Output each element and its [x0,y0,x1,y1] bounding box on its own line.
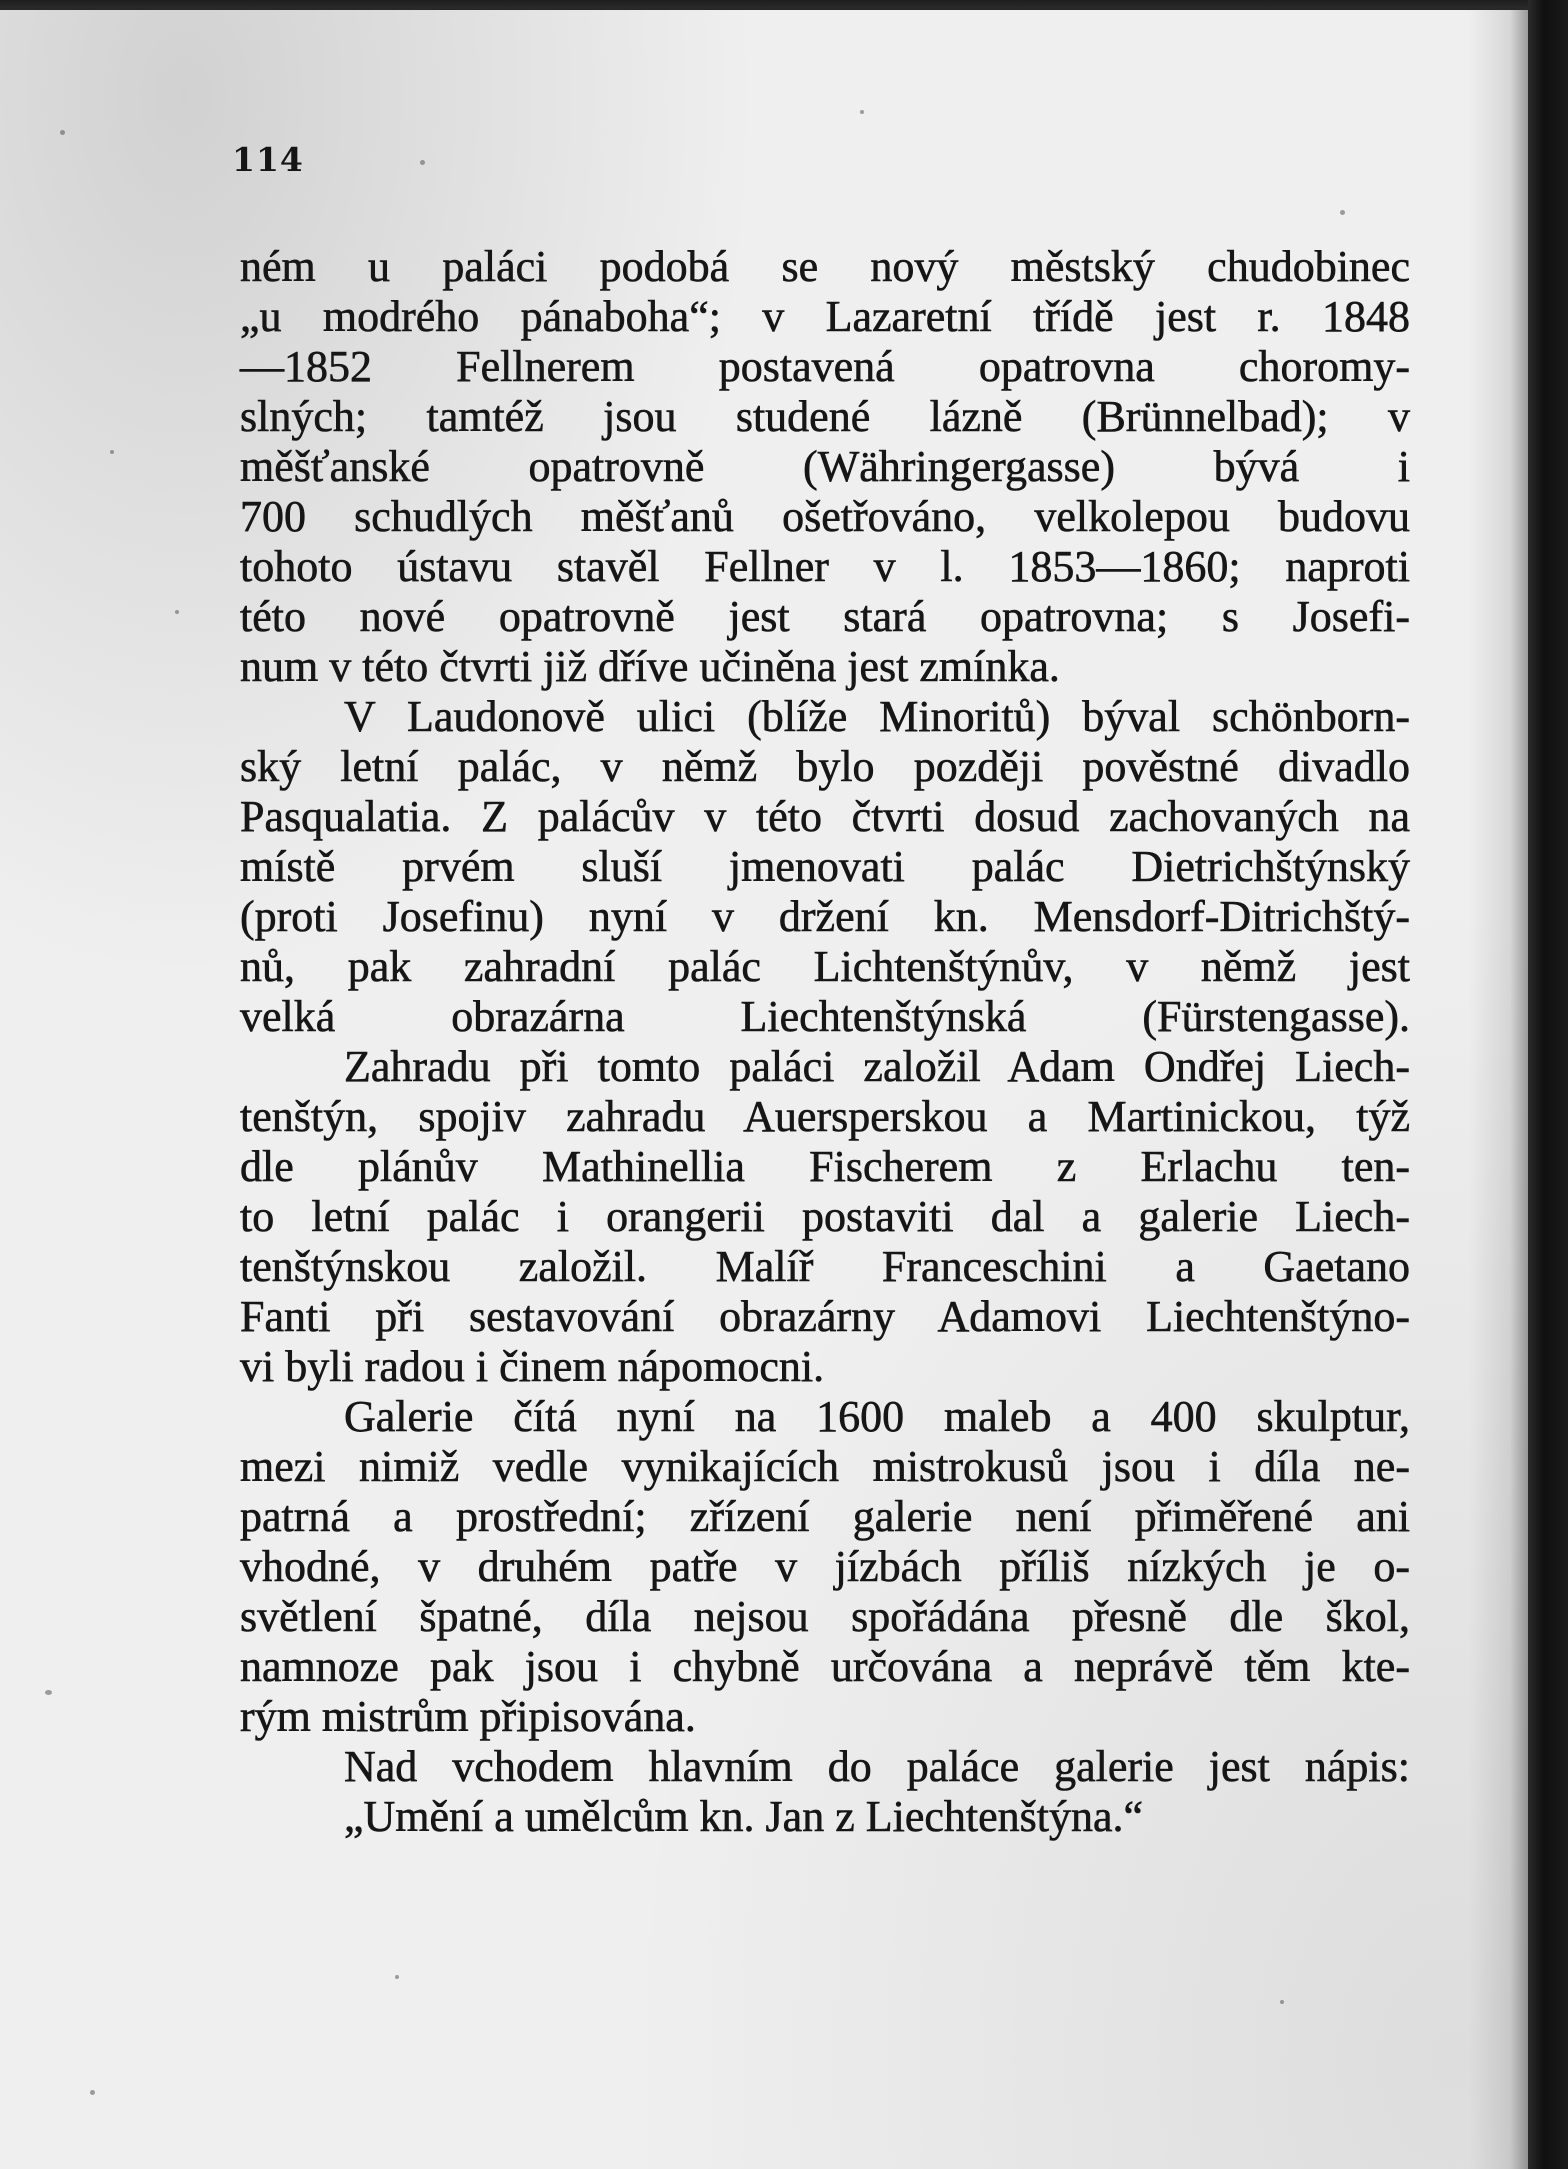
book-binding-edge [1528,0,1568,2169]
dust-speck [90,2090,95,2095]
dust-speck [1280,2000,1284,2004]
text-line: nů, pak zahradní palác Lichtenštýnův, v němž jest [240,942,1410,991]
text-line: tohoto ústavu stavěl Fellner v l. 1853—1860; naproti [240,542,1410,591]
text-line: namnoze pak jsou i chybně určována a neprávě těm kte- [240,1642,1410,1691]
text-line: slných; tamtéž jsou studené lázně (Brünnelbad); v [240,392,1410,441]
text-line: patrná a prostřední; zřízení galerie není přiměřené ani [240,1492,1410,1541]
text-line: ský letní palác, v němž bylo později pověstné divadlo [240,742,1410,791]
text-line: vhodné, v druhém patře v jízbách příliš nízkých je o- [240,1542,1410,1591]
text-line: velká obrazárna Liechtenštýnská (Fürstengasse). [240,992,1410,1041]
text-line: —1852 Fellnerem postavená opatrovna choromy- [240,342,1410,391]
text-line: rým mistrům připisována. [240,1692,696,1741]
paper-sheet [0,10,1528,2169]
text-line: vi byli radou i činem nápomocni. [240,1342,825,1391]
text-line: to letní palác i orangerii postaviti dal a galerie Liech- [240,1192,1410,1241]
text-line: Fanti při sestavování obrazárny Adamovi Liechtenštýno- [240,1292,1410,1341]
text-line: mezi nimiž vedle vynikajících mistrokusů jsou i díla ne- [240,1442,1410,1491]
text-line: ném u paláci podobá se nový městský chudobinec [240,242,1410,291]
dust-speck [60,130,65,135]
text-line: světlení špatné, díla nejsou spořádána přesně dle škol, [240,1592,1410,1641]
dust-speck [175,610,179,614]
text-line: (proti Josefinu) nyní v držení kn. Mensdorf-Ditrichštý- [240,892,1410,941]
page-edge-shadow [1468,10,1528,2169]
dust-speck [420,160,425,165]
text-line: Zahradu při tomto paláci založil Adam Ondřej Liech- [344,1042,1410,1091]
text-line: V Laudonově ulici (blíže Minoritů) býval schönborn- [344,692,1410,741]
text-line: „u modrého pánaboha“; v Lazaretní třídě jest r. 1848 [240,292,1410,341]
text-line: dle plánův Mathinellia Fischerem z Erlachu ten- [240,1142,1410,1191]
text-line: tenštýnskou založil. Malíř Franceschini a Gaetano [240,1242,1410,1291]
text-line: 700 schudlých měšťanů ošetřováno, velkolepou budovu [240,492,1410,541]
dust-speck [45,1690,52,1695]
text-line: num v této čtvrti již dříve učiněna jest zmínka. [240,642,1060,691]
text-line: měšťanské opatrovně (Währingergasse) bývá i [240,442,1410,491]
text-line: Pasqualatia. Z palácův v této čtvrti dosud zachovaných na [240,792,1410,841]
text-line: Nad vchodem hlavním do paláce galerie jest nápis: [344,1742,1410,1791]
text-line: „Umění a umělcům kn. Jan z Liechtenštýna.“ [344,1792,1144,1841]
text-line: tenštýn, spojiv zahradu Auersperskou a Martinickou, týž [240,1092,1410,1141]
dust-speck [110,450,114,454]
dust-speck [395,1975,399,1979]
dust-speck [1340,210,1345,215]
text-line: místě prvém sluší jmenovati palác Dietrichštýnský [240,842,1410,891]
dust-speck [860,110,864,114]
text-line: Galerie čítá nyní na 1600 maleb a 400 skulptur, [344,1392,1410,1441]
body-text [240,242,1410,1842]
text-line: této nové opatrovně jest stará opatrovna; s Josefi- [240,592,1410,641]
page-number: 114 [232,140,304,179]
